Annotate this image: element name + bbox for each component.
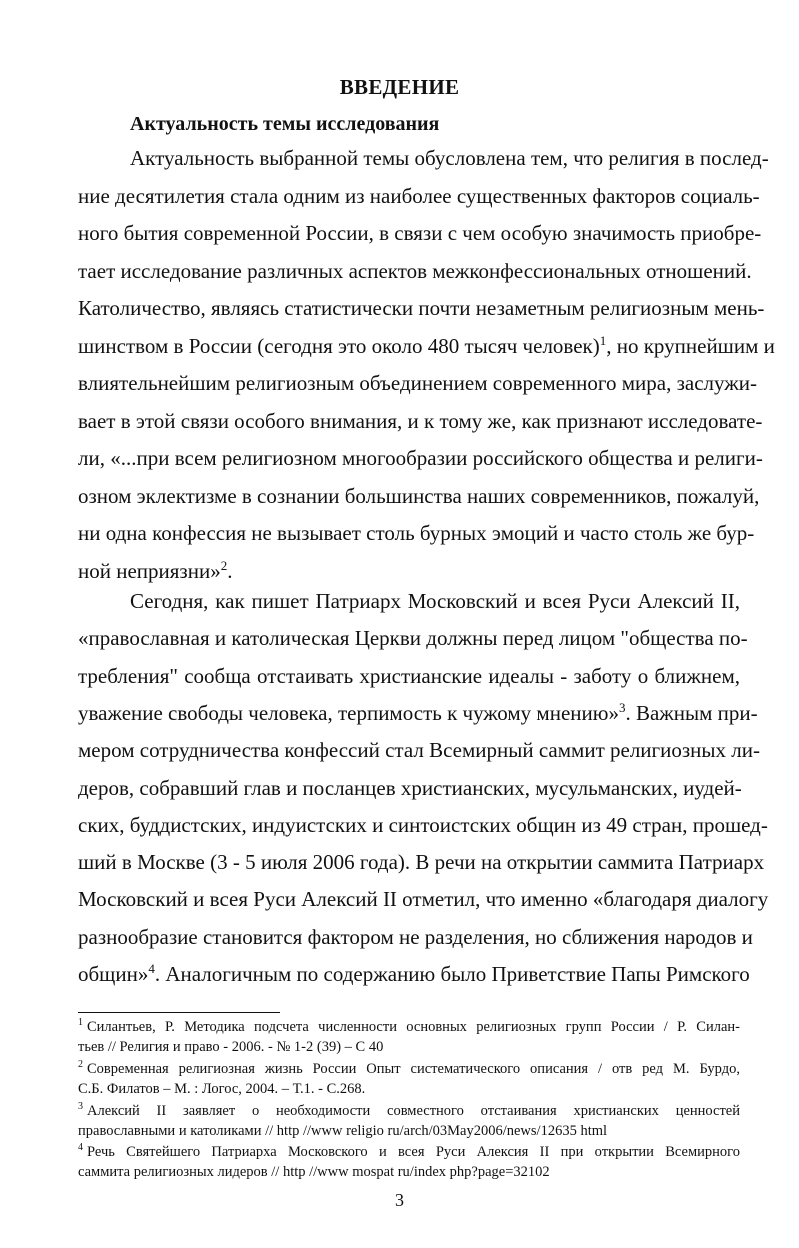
footnote-text: Речь Святейшего Патриарха Московского и всея Руси Алексия II при открытии Всемирного [87,1144,740,1160]
text-line-with-footnote [78,556,740,586]
text-line: тает исследование различных аспектов межконфессиональных отношений. [78,258,752,283]
footnote-3 [78,1102,740,1121]
text-line: требления" сообща отстаивать христианские идеалы - заботу о ближнем, [78,663,740,688]
text-segment: . Важным при- [625,700,758,725]
text-line: деров, собравший глав и посланцев христианских, мусульманских, иудей- [78,775,742,800]
text-line: ни одна конфессия не вызывает столь бурных эмоций и часто столь же бур- [78,521,755,545]
footnote-text: Современная религиозная жизнь России Опыт систематического описания / отв ред М. Бурдо, [87,1061,740,1077]
text-line-with-footnote [78,959,750,989]
page-heading: ВВЕДЕНИЕ [339,75,460,99]
footnote-number: 2 [78,1059,83,1071]
footnote-divider [78,1012,280,1013]
footnote-4 [78,1143,740,1162]
text-line: ние десятилетия стала одним из наиболее существенных факторов социаль- [78,183,760,208]
text-line: вает в этой связи особого внимания, и к тому же, как признают исследовате- [78,408,763,433]
text-line-with-footnote [78,331,775,361]
text-line: влиятельнейшим религиозным объединением современного мира, заслужи- [78,371,757,395]
text-line: Сегодня, как пишет Патриарх Московский и всея Руси Алексий II, [130,589,740,613]
footnote-number: 4 [78,1142,83,1154]
text-line: ного бытия современной России, в связи с чем особую значимость приобре- [78,221,762,245]
footnote-ref-4[interactable]: 4 [148,961,155,976]
text-segment: , но крупнейшим и [606,333,775,358]
footnote-ref-2[interactable]: 2 [220,557,228,573]
text-line: «православная и католическая Церкви должны перед лицом "общества по- [78,626,748,651]
footnote-2 [78,1060,740,1079]
footnote-ref-1[interactable]: 1 [599,332,607,348]
footnote-2-cont: С.Б. Филатов – М. : Логос, 2004. – Т.1. - С.268. [78,1081,366,1097]
text-line-with-footnote [78,698,758,728]
text-line: ских, буддистских, индуистских и синтоистских общин из 49 стран, прошед- [78,812,768,837]
text-segment: шинством в России (сегодня это около 480 тысяч человек) [78,333,600,358]
footnote-4-cont[interactable]: саммита религиозных лидеров // http //www mospat ru/index php?page=32102 [78,1164,550,1180]
text-line: мером сотрудничества конфессий стал Всемирный саммит религиозных ли- [78,738,760,763]
text-line: разнообразие становится фактором не разделения, но сближения народов и [78,924,753,949]
footnote-text: Алексий II заявляет о необходимости совместного отстаивания христианских ценностей [87,1103,740,1119]
text-line: Московский и всея Руси Алексий II отметил, что именно «благодаря диалогу [78,887,769,912]
text-segment: уважение свободы человека, терпимость к чужому мнению» [78,700,619,725]
text-line: Католичество, являясь статистически почти незаметным религиозным мень- [78,296,765,320]
footnote-ref-3[interactable]: 3 [618,699,626,715]
footnote-number: 1 [78,1017,83,1029]
text-line: озном эклектизме в сознании большинства наших современников, пожалуй, [78,483,760,508]
text-segment: . [227,558,233,583]
footnote-1-cont: тьев // Религия и право - 2006. - № 1-2 (39) – С 40 [78,1039,384,1055]
footnote-text: Силантьев, Р. Методика подсчета численности основных религиозных групп России / Р. Силан- [87,1019,740,1035]
section-subheading: Актуальность темы исследования [130,113,440,135]
text-segment: общин» [78,962,149,986]
text-line: Актуальность выбранной темы обусловлена тем, что религия в послед- [130,146,769,170]
text-line: ли, «...при всем религиозном многообразии российского общества и религи- [78,446,763,470]
footnote-number: 3 [78,1101,83,1113]
text-line: ший в Москве (3 - 5 июля 2006 года). В речи на открытии саммита Патриарх [78,850,765,875]
text-segment: . Аналогичным по содержанию было Приветствие Папы Римского [154,962,750,986]
footnote-1 [78,1018,740,1037]
footnote-3-cont[interactable]: православными и католиками // http //www religio ru/arch/03May2006/news/12635 html [78,1123,608,1139]
text-segment: ной неприязни» [78,558,221,583]
page-number: 3 [395,1190,404,1210]
